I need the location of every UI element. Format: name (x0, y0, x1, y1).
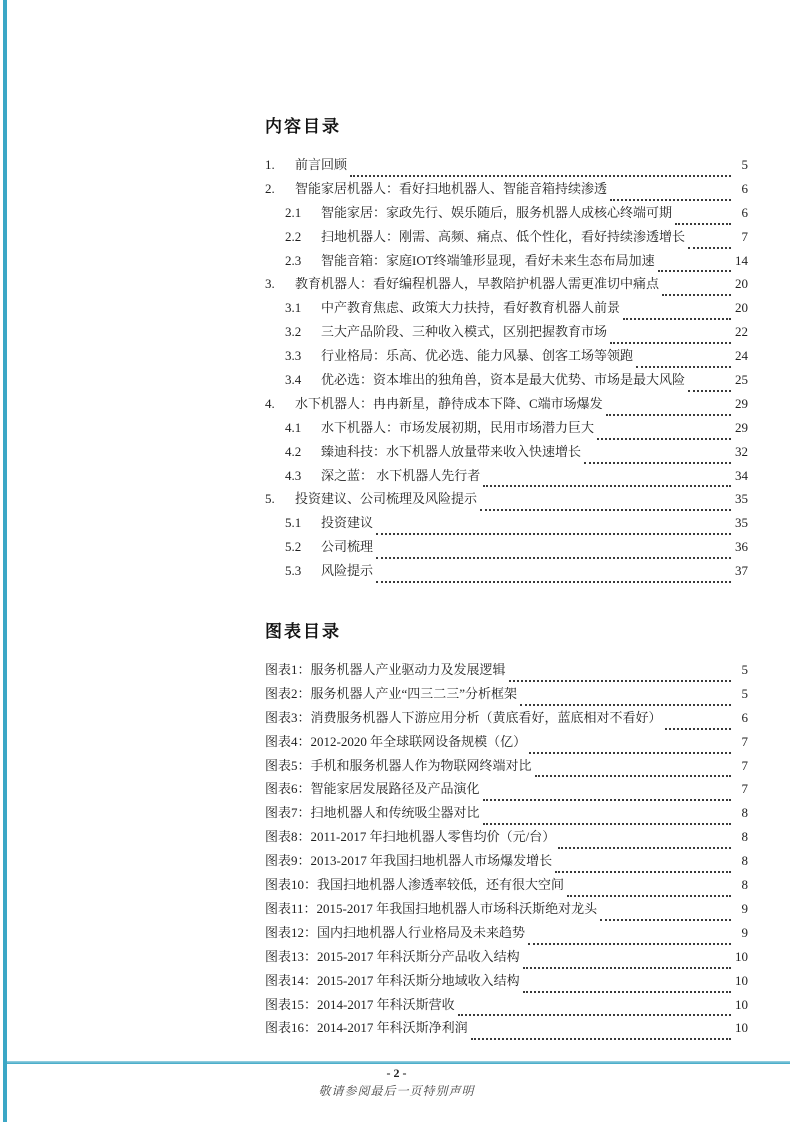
figure-leader-dots (483, 783, 731, 801)
toc-leader-dots (636, 350, 731, 368)
toc-entry-label: 智能家居机器人：看好扫地机器人、智能音箱持续渗透 (295, 180, 608, 196)
figure-entry-label: 图表5：手机和服务机器人作为物联网终端对比 (265, 757, 532, 773)
figure-leader-dots (483, 807, 731, 825)
figure-entry (265, 945, 748, 969)
figure-entry-label: 图表7：扫地机器人和传统吸尘器对比 (265, 805, 480, 821)
toc-leader-dots (623, 302, 731, 320)
footer-disclaimer: 敬请参阅最后一页特别声明 (318, 1084, 475, 1098)
toc-leader-dots (610, 326, 731, 344)
figure-entry-label: 图表13：2015-2017 年科沃斯分产品收入结构 (265, 948, 520, 964)
toc-entry (265, 177, 748, 201)
toc-leader-dots (584, 446, 731, 464)
figure-entry-page: 8 (741, 877, 748, 893)
toc-entry-page: 37 (735, 563, 748, 579)
figure-leader-dots (523, 975, 731, 993)
toc-entry-label: 深之蓝： 水下机器人先行者 (321, 467, 481, 483)
figure-entry-label: 图表4：2012-2020 年全球联网设备规模（亿） (265, 733, 527, 749)
figure-entry-page: 7 (741, 757, 748, 773)
figure-leader-dots (555, 855, 731, 873)
figure-entry (265, 873, 748, 897)
toc-entry-page: 14 (735, 252, 748, 268)
toc-leader-dots (376, 541, 731, 559)
figure-leader-dots (528, 927, 731, 945)
toc-entry (265, 511, 748, 535)
toc-entry-number: 5.3 (285, 563, 302, 579)
toc-entry-page: 34 (735, 467, 748, 483)
toc-entry (265, 440, 748, 464)
toc-entry-label: 扫地机器人：刚需、高频、痛点、低个性化，看好持续渗透增长 (321, 228, 686, 244)
toc-entry-label: 优必选：资本堆出的独角兽，资本是最大优势、市场是最大风险 (321, 372, 686, 388)
figure-list-title: 图表目录 (265, 622, 341, 642)
toc-entry-page: 5 (741, 157, 748, 172)
toc-entry-page: 32 (735, 443, 748, 459)
toc-leader-dots (597, 422, 731, 440)
toc-entry-label: 投资建议、公司梳理及风险提示 (295, 491, 478, 507)
figure-entry-page: 6 (741, 709, 748, 725)
footer-page-number: - 2 - (386, 1066, 407, 1080)
toc-entry-page: 22 (735, 324, 748, 340)
toc-entry-number: 4.1 (285, 419, 302, 435)
figure-leader-dots (558, 831, 731, 849)
toc-entry-label: 公司梳理 (321, 539, 374, 555)
toc-entry-label: 投资建议 (321, 515, 374, 531)
toc-entry (265, 416, 748, 440)
figure-entry-label: 图表16：2014-2017 年科沃斯净利润 (265, 1020, 468, 1036)
table-of-contents-block (265, 112, 748, 1040)
figure-entry (265, 969, 748, 993)
toc-leader-dots (350, 159, 731, 177)
toc-entry (265, 320, 748, 344)
figure-entry-label: 图表15：2014-2017 年科沃斯营收 (265, 996, 455, 1012)
figure-leader-dots (535, 759, 731, 777)
figure-entry-page: 8 (741, 829, 748, 845)
toc-entry-label: 行业格局：乐高、优必选、能力风暴、创客工场等领跑 (321, 348, 634, 364)
figure-entry (265, 777, 748, 801)
toc-entry-number: 4.3 (285, 467, 302, 483)
toc-entry (265, 249, 748, 273)
figure-entry-page: 10 (735, 996, 748, 1012)
toc-entry-number: 5.1 (285, 515, 302, 531)
toc-leader-dots (610, 183, 731, 201)
toc-entry-number: 2. (265, 180, 275, 196)
toc-entry (265, 392, 748, 416)
figure-entry-page: 10 (735, 948, 748, 964)
toc-entry-page: 20 (735, 276, 748, 292)
toc-entry-page: 25 (735, 372, 748, 388)
toc-entry-label: 水下机器人：市场发展初期，民用市场潜力巨大 (321, 419, 595, 435)
figure-entry-label: 图表11：2015-2017 年我国扫地机器人市场科沃斯绝对龙头 (265, 900, 598, 916)
figure-leader-dots (520, 688, 731, 706)
toc-entry-number: 3.4 (285, 372, 302, 388)
figure-entry-page: 5 (741, 685, 748, 701)
toc-entry-number: 3.2 (285, 324, 302, 340)
figure-entry-page: 9 (741, 900, 748, 916)
toc-entry-label: 智能音箱：家庭IOT终端雏形显现，看好未来生态布局加速 (321, 252, 655, 268)
toc-entry-page: 7 (741, 228, 748, 244)
toc-entry (265, 225, 748, 249)
toc-entry-number: 3.3 (285, 348, 302, 364)
figure-entry-page: 10 (735, 1020, 748, 1036)
toc-entry-number: 2.3 (285, 252, 302, 268)
figure-entry (265, 730, 748, 754)
toc-entry-page: 29 (735, 419, 748, 435)
figure-entry (265, 1016, 748, 1040)
toc-leader-dots (658, 254, 731, 272)
figure-leader-dots (523, 951, 731, 969)
figure-entry-page: 10 (735, 972, 748, 988)
toc-entry-number: 2.1 (285, 204, 302, 220)
toc-entry-page: 6 (741, 180, 748, 196)
toc-entry-number: 5. (265, 491, 275, 507)
toc-entry-page: 24 (735, 348, 748, 364)
footer-divider-line (7, 1061, 790, 1064)
toc-entry-label: 智能家居：家政先行、娱乐随后，服务机器人成核心终端可期 (321, 204, 673, 220)
figure-entry-label: 图表9：2013-2017 年我国扫地机器人市场爆发增长 (265, 853, 553, 869)
toc-leader-dots (480, 493, 731, 511)
toc-entry (265, 272, 748, 296)
toc-entry-page: 35 (735, 515, 748, 531)
figure-entry-label: 图表12：国内扫地机器人行业格局及未来趋势 (265, 924, 526, 940)
toc-leader-dots (606, 398, 731, 416)
toc-entry-page: 6 (741, 204, 748, 220)
toc-entry (265, 344, 748, 368)
left-border-accent (3, 0, 7, 1122)
toc-entry-number: 4.2 (285, 443, 302, 459)
toc-entry (265, 153, 748, 177)
figure-leader-dots (567, 879, 731, 897)
toc-leader-dots (376, 517, 731, 535)
toc-entry-number: 3.1 (285, 300, 302, 316)
toc-leader-dots (688, 374, 731, 392)
toc-entry-page: 36 (735, 539, 748, 555)
toc-entry (265, 535, 748, 559)
figure-entry (265, 682, 748, 706)
toc-leader-dots (376, 565, 731, 583)
figure-entry-label: 图表8：2011-2017 年扫地机器人零售均价（元/台） (265, 829, 556, 845)
toc-entry-number: 3. (265, 276, 275, 292)
figure-entry-label: 图表2：服务机器人产业“四三二三”分析框架 (265, 685, 518, 701)
figure-entry-label: 图表10：我国扫地机器人渗透率较低，还有很大空间 (265, 877, 565, 893)
toc-leader-dots (675, 207, 731, 225)
figure-leader-dots (471, 1022, 731, 1040)
toc-leader-dots (483, 469, 731, 487)
figure-entry (265, 993, 748, 1017)
toc-entry-page: 35 (735, 491, 748, 507)
toc-entry-number: 1. (265, 157, 275, 172)
figure-leader-dots (600, 903, 731, 921)
figure-entry-label: 图表14：2015-2017 年科沃斯分地域收入结构 (265, 972, 520, 988)
toc-leader-dots (662, 278, 731, 296)
toc-title: 内容目录 (265, 117, 341, 136)
figure-entry (265, 706, 748, 730)
figure-entry-page: 5 (741, 662, 748, 678)
toc-entry-label: 教育机器人：看好编程机器人，早教陪护机器人需更准切中痛点 (295, 276, 660, 292)
toc-entry-page: 29 (735, 395, 748, 411)
figure-entry (265, 658, 748, 682)
figure-entry-label: 图表6：智能家居发展路径及产品演化 (265, 781, 480, 797)
figure-leader-dots (458, 998, 731, 1016)
toc-leader-dots (688, 231, 731, 249)
figure-entry (265, 754, 748, 778)
figure-list (265, 658, 748, 1040)
toc-entry-label: 前言回顾 (295, 157, 348, 172)
toc-entry-number: 2.2 (285, 228, 302, 244)
toc-entry-label: 臻迪科技：水下机器人放量带来收入快速增长 (321, 443, 582, 459)
figure-entry-label: 图表1：服务机器人产业驱动力及发展逻辑 (265, 662, 506, 678)
figure-entry-page: 9 (741, 924, 748, 940)
toc-entry (265, 368, 748, 392)
figure-entry-page: 7 (741, 781, 748, 797)
toc-entry (265, 464, 748, 488)
toc-entry (265, 201, 748, 225)
figure-entry-page: 7 (741, 733, 748, 749)
toc-entry-label: 中产教育焦虑、政策大力扶持，看好教育机器人前景 (321, 300, 621, 316)
toc-entry (265, 559, 748, 583)
toc-list (265, 153, 748, 583)
figure-entry (265, 825, 748, 849)
figure-leader-dots (509, 664, 731, 682)
toc-entry (265, 296, 748, 320)
figure-leader-dots (665, 712, 731, 730)
toc-entry-label: 三大产品阶段、三种收入模式，区别把握教育市场 (321, 324, 608, 340)
figure-entry (265, 849, 748, 873)
figure-entry-page: 8 (741, 805, 748, 821)
figure-entry-page: 8 (741, 853, 748, 869)
figure-entry (265, 801, 748, 825)
toc-entry-label: 水下机器人：冉冉新星，静待成本下降、C端市场爆发 (295, 395, 603, 411)
toc-entry-number: 5.2 (285, 539, 302, 555)
figure-entry-label: 图表3：消费服务机器人下游应用分析（黄底看好，蓝底相对不看好） (265, 709, 662, 725)
figure-leader-dots (529, 736, 731, 754)
toc-entry (265, 487, 748, 511)
toc-entry-number: 4. (265, 395, 275, 411)
section-spacer (265, 583, 748, 617)
figure-entry (265, 921, 748, 945)
toc-entry-label: 风险提示 (321, 563, 374, 579)
figure-entry (265, 897, 748, 921)
toc-entry-page: 20 (735, 300, 748, 316)
